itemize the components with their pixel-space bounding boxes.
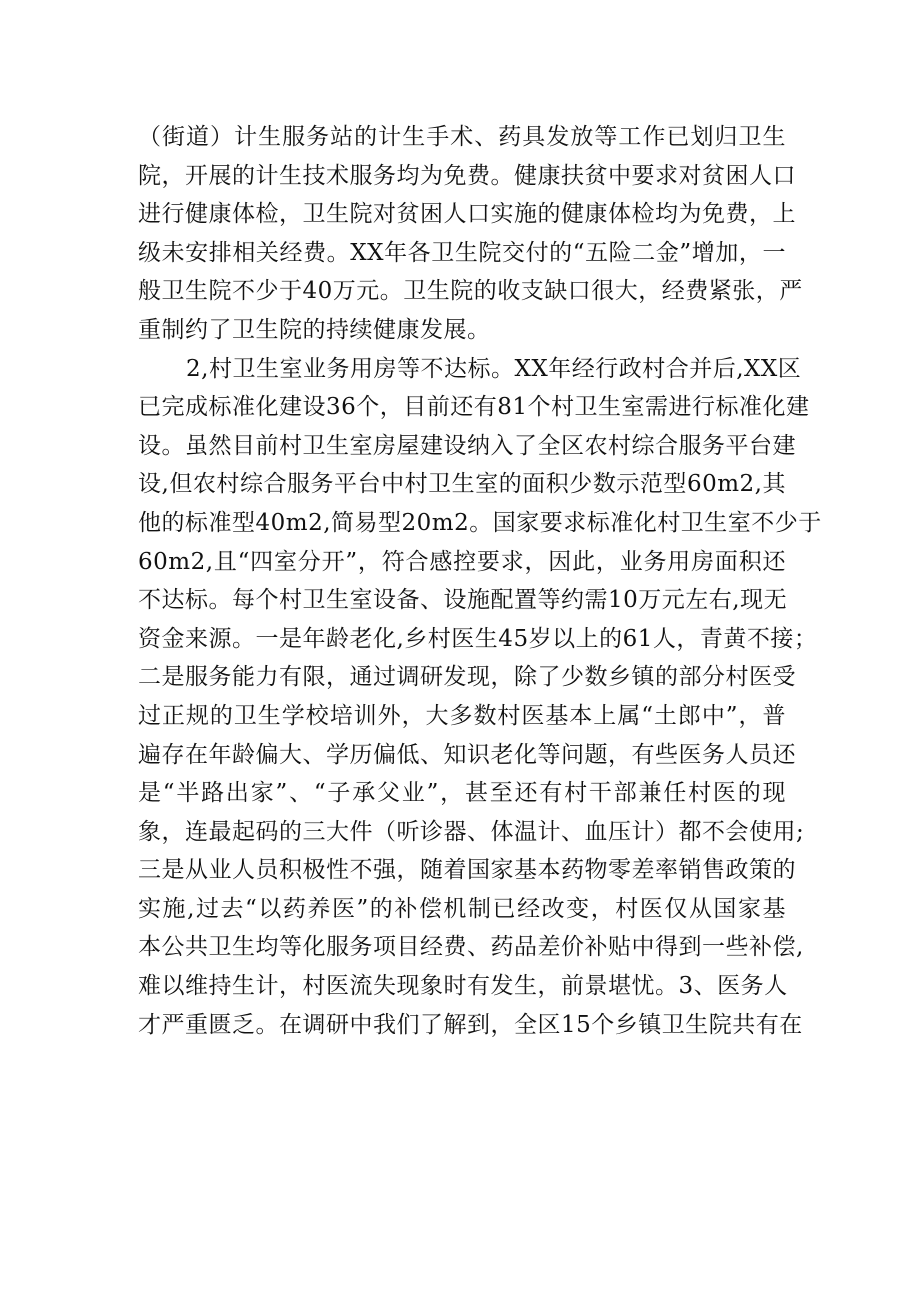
text-line: 是“半路出家”、“子承父业”，甚至还有村干部兼任村医的现 — [138, 780, 786, 807]
text-line: 难以维持生计，村医流失现象时有发生，前景堪忧。3、医务人 — [138, 973, 788, 1000]
text-line: 设,但农村综合服务平台中村卫生室的面积少数示范型60m2,其 — [138, 471, 786, 498]
text-line: 不达标。每个村卫生室设备、设施配置等约需10万元左右,现无 — [138, 587, 788, 614]
text-line: 实施,过去“以药养医”的补偿机制已经改变，村医仅从国家基 — [138, 895, 786, 922]
text-line: 般卫生院不少于40万元。卫生院的收支缺口很大，经费紧张，严 — [138, 278, 803, 305]
text-line: 遍存在年龄偏大、学历偏低、知识老化等问题，有些医务人员还 — [138, 741, 796, 768]
paragraph-2-first-line: 2,村卫生室业务用房等不达标。XX年经行政村合并后,XX区 — [186, 355, 802, 382]
text-line: 三是从业人员积极性不强，随着国家基本药物零差率销售政策的 — [138, 857, 796, 884]
text-line: 本公共卫生均等化服务项目经费、药品差价补贴中得到一些补偿, — [138, 934, 804, 961]
text-line: 级未安排相关经费。XX年各卫生院交付的“五险二金”增加，一 — [138, 239, 786, 266]
text-line: 才严重匮乏。在调研中我们了解到，全区15个乡镇卫生院共有在 — [138, 1011, 803, 1038]
body-text — [138, 118, 822, 1044]
text-line: 设。虽然目前村卫生室房屋建设纳入了全区农村综合服务平台建 — [138, 432, 796, 459]
text-line: 他的标准型40m2,简易型20m2。国家要求标准化村卫生室不少于 — [138, 509, 822, 536]
text-line: 资金来源。一是年龄老化,乡村医生45岁以上的61人，青黄不接； — [138, 625, 818, 652]
text-line: （街道）计生服务站的计生手术、药具发放等工作已划归卫生 — [138, 124, 786, 150]
text-line: 二是服务能力有限，通过调研发现，除了少数乡镇的部分村医受 — [138, 664, 796, 691]
text-line: 进行健康体检，卫生院对贫困人口实施的健康体检均为免费，上 — [138, 201, 796, 228]
text-line: 重制约了卫生院的持续健康发展。 — [138, 316, 491, 343]
text-line: 已完成标准化建设36个，目前还有81个村卫生室需进行标准化建 — [138, 394, 810, 421]
text-line: 象，连最起码的三大件（听诊器、体温计、血压计）都不会使用; — [138, 818, 805, 845]
text-line: 过正规的卫生学校培训外，大多数村医基本上属“土郎中”，普 — [138, 702, 786, 729]
text-line: 60m2,且“四室分开”，符合感控要求，因此，业务用房面积还 — [138, 548, 786, 575]
text-line: 院，开展的计生技术服务均为免费。健康扶贫中要求对贫困人口 — [138, 162, 796, 189]
